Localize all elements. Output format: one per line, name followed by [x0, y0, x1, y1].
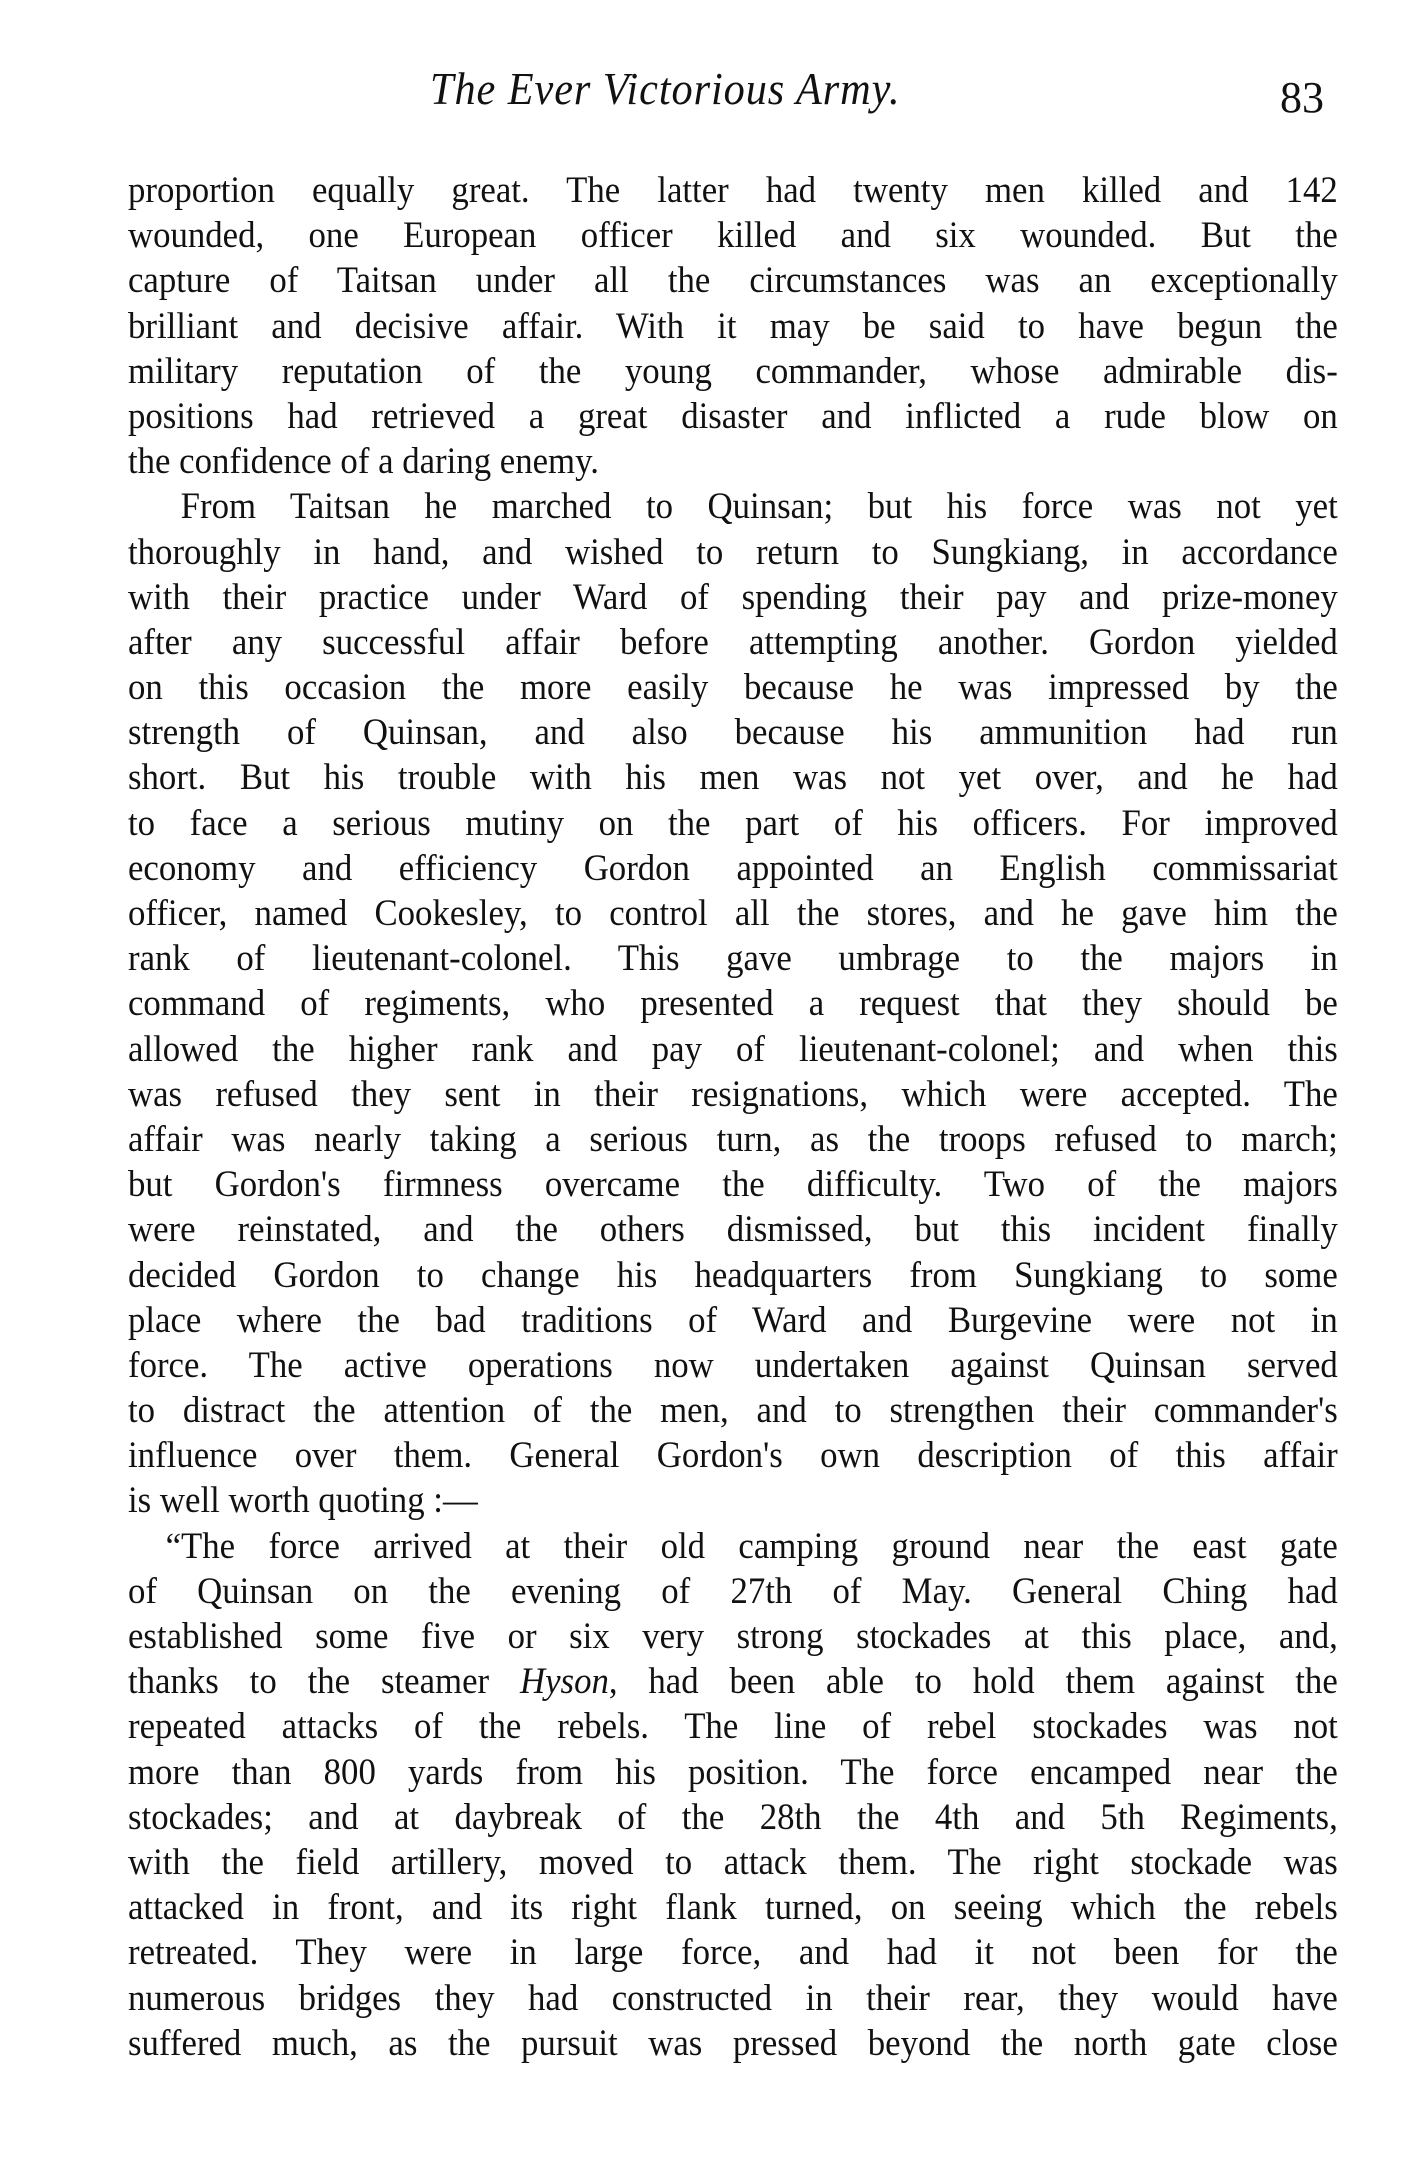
running-header: [0, 62, 1412, 142]
text-line: military reputation of the young commander, whose admirable dis-: [128, 350, 1338, 392]
text-line: brilliant and decisive affair. With it may be said to have begun the: [128, 305, 1338, 347]
text-line: with the field artillery, moved to attack them. The right stockade was: [128, 1841, 1338, 1883]
text-line: proportion equally great. The latter had twenty men killed and 142: [128, 170, 1338, 211]
text-line: with their practice under Ward of spending their pay and prize-money: [128, 576, 1338, 618]
text-line: but Gordon's firmness overcame the difficulty. Two of the majors: [128, 1164, 1338, 1206]
text-line: numerous bridges they had constructed in their rear, they would have: [128, 1977, 1338, 2019]
text-line: economy and efficiency Gordon appointed an English commissariat: [128, 847, 1338, 889]
paragraph-1: [128, 168, 1338, 484]
text-line-with-italic: [128, 1659, 1338, 1704]
text-line: positions had retrieved a great disaster and inflicted a rude blow on: [128, 395, 1338, 437]
text-line: allowed the higher rank and pay of lieutenant-colonel; and when this: [128, 1028, 1338, 1070]
text-line: rank of lieutenant-colonel. This gave umbrage to the majors in: [128, 938, 1338, 980]
text-line: force. The active operations now undertaken against Quinsan served: [128, 1344, 1338, 1386]
page-number: 83: [1280, 73, 1324, 122]
text-line: to distract the attention of the men, and to strengthen their commander's: [128, 1390, 1338, 1432]
text-line: stockades; and at daybreak of the 28th the 4th and 5th Regiments,: [128, 1796, 1338, 1838]
ship-name-italic: Hyson: [519, 1661, 609, 1703]
text-line: influence over them. General Gordon's own description of this affair: [128, 1435, 1338, 1477]
text-line: “The force arrived at their old camping ground near the east gate: [165, 1525, 1338, 1567]
text-line: established some five or six very strong stockades at this place, and,: [128, 1616, 1338, 1657]
text-segment: thanks to the steamer: [128, 1661, 520, 1703]
text-line: retreated. They were in large force, and had it not been for the: [128, 1932, 1338, 1974]
text-line: thoroughly in hand, and wished to return to Sungkiang, in accordance: [128, 531, 1338, 573]
text-line: affair was nearly taking a serious turn, as the troops refused to march;: [128, 1118, 1338, 1160]
text-line: decided Gordon to change his headquarters from Sungkiang to some: [128, 1254, 1338, 1296]
text-line: was refused they sent in their resignations, which were accepted. The: [128, 1073, 1338, 1115]
text-line: capture of Taitsan under all the circumstances was an exceptionally: [128, 260, 1338, 302]
paragraph-2: [128, 484, 1338, 1523]
text-line: of Quinsan on the evening of 27th of May. General Ching had: [128, 1570, 1338, 1612]
text-segment: , had been able to hold them against the: [608, 1661, 1338, 1703]
paragraph-3-quotation: [128, 1524, 1338, 2066]
text-line: attacked in front, and its right flank turned, on seeing which the rebels: [128, 1887, 1338, 1929]
text-line: the confidence of a daring enemy.: [128, 441, 599, 483]
running-title: The Ever Victorious Army.: [430, 63, 901, 114]
text-line: officer, named Cookesley, to control all the stores, and he gave him the: [128, 893, 1338, 934]
text-line: on this occasion the more easily because he was impressed by the: [128, 667, 1338, 709]
text-line: to face a serious mutiny on the part of his officers. For improved: [128, 802, 1338, 844]
text-line: command of regiments, who presented a request that they should be: [128, 983, 1338, 1025]
text-line: after any successful affair before attempting another. Gordon yielded: [128, 621, 1338, 663]
text-line: is well worth quoting :—: [128, 1480, 478, 1522]
text-line: From Taitsan he marched to Quinsan; but his force was not yet: [180, 486, 1338, 528]
text-line: were reinstated, and the others dismissed, but this incident finally: [128, 1209, 1338, 1251]
text-line: suffered much, as the pursuit was pressed beyond the north gate close: [128, 2022, 1338, 2064]
text-line: more than 800 yards from his position. The force encamped near the: [128, 1751, 1338, 1793]
text-line: wounded, one European officer killed and six wounded. But the: [128, 215, 1338, 257]
text-line: repeated attacks of the rebels. The line of rebel stockades was not: [128, 1706, 1338, 1748]
text-line: place where the bad traditions of Ward and Burgevine were not in: [128, 1299, 1338, 1341]
text-line: short. But his trouble with his men was not yet over, and he had: [128, 757, 1338, 799]
body-text: [128, 168, 1338, 2066]
text-line: strength of Quinsan, and also because his ammunition had run: [128, 712, 1338, 754]
